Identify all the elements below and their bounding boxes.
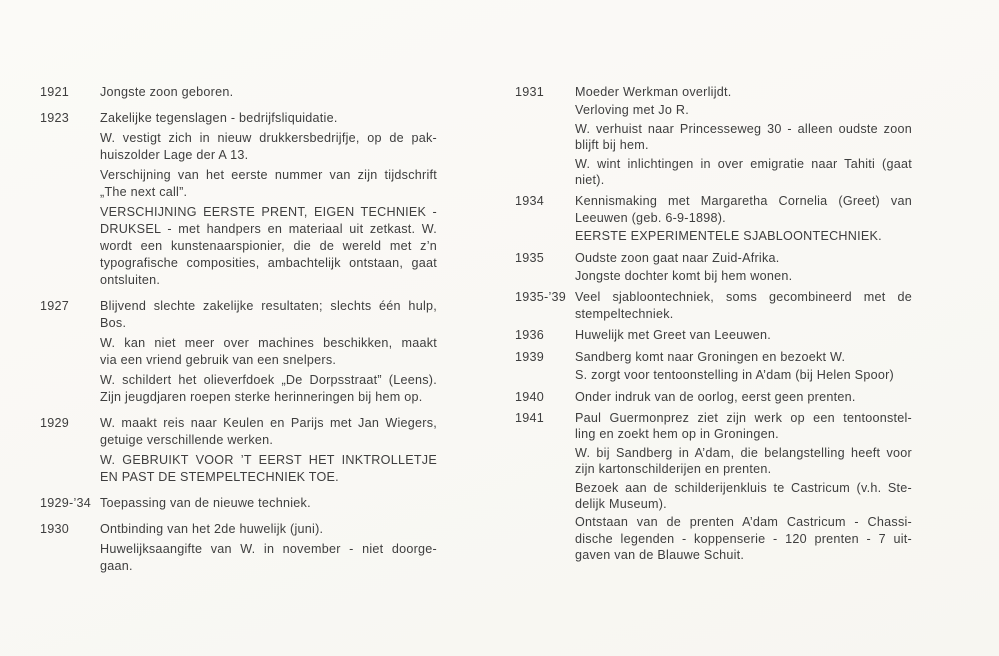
- text-line: Bos.: [100, 316, 127, 330]
- text-line: Veel sjabloontechniek, soms gecombineerd met de: [575, 290, 912, 305]
- text-line: Onder indruk van de oorlog, eerst geen prenten.: [575, 389, 856, 404]
- text-line: Toepassing van de nieuwe techniek.: [100, 496, 311, 510]
- entry-year: 1940: [515, 389, 545, 404]
- entry-paragraph: [575, 193, 912, 226]
- entry-year: 1923: [40, 111, 70, 125]
- entry-paragraph: [100, 204, 437, 289]
- text-line: EN PAST DE STEMPELTECHNIEK TOE.: [100, 470, 339, 484]
- timeline-column-right: [515, 84, 912, 569]
- entry-body: [100, 84, 437, 101]
- entry-body: [100, 298, 437, 406]
- text-line: Ontstaan van de prenten A’dam Castricum - Chassi-: [575, 515, 912, 530]
- text-line: zijn kartonschilderijen en prenten.: [575, 462, 772, 477]
- text-line: W. schildert het olieverfdoek „De Dorpsstraat” (Leens).: [100, 373, 437, 387]
- entry-paragraph: [575, 102, 912, 118]
- timeline-entry: [515, 410, 912, 564]
- entry-paragraph: [100, 335, 437, 369]
- entry-paragraph: [100, 452, 437, 486]
- text-line: wordt een kunstenaarspionier, die de wereld met z’n: [100, 239, 437, 253]
- timeline-entry: [40, 298, 437, 406]
- text-line: „The next call”.: [100, 185, 188, 199]
- text-line: ling en zoekt hem op in Groningen.: [575, 427, 779, 442]
- entry-year: 1929-’34: [40, 496, 92, 510]
- entry-body: [575, 389, 912, 405]
- text-line: Moeder Werkman overlijdt.: [575, 85, 732, 99]
- timeline-column-left: [40, 84, 437, 584]
- entry-year: 1936: [515, 328, 545, 343]
- entry-paragraph: [575, 410, 912, 443]
- entry-paragraph: [100, 110, 437, 127]
- text-line: Sandberg komt naar Groningen en bezoekt W.: [575, 349, 846, 364]
- entry-paragraph: [100, 495, 437, 512]
- timeline-entry: [515, 389, 912, 405]
- text-line: typografische composities, ambachtelijk ontstaan, gaat: [100, 256, 437, 270]
- entry-year: 1935: [515, 250, 545, 265]
- entry-paragraph: [100, 298, 437, 332]
- text-line: delijk Museum).: [575, 496, 667, 511]
- entry-paragraph: [575, 268, 912, 284]
- entry-paragraph: [575, 121, 912, 154]
- text-line: Paul Guermonprez ziet zijn werk op een tentoonstel-: [575, 410, 912, 425]
- entry-paragraph: [575, 367, 912, 383]
- entry-paragraph: [575, 289, 912, 322]
- text-line: Zakelijke tegenslagen - bedrijfsliquidatie.: [100, 111, 338, 125]
- entry-year: 1921: [40, 85, 70, 99]
- timeline-entry: [40, 84, 437, 101]
- entry-body: [575, 84, 912, 188]
- text-line: W. GEBRUIKT VOOR ’T EERST HET INKTROLLETJE: [100, 453, 437, 467]
- text-line: getuige verschillende werken.: [100, 433, 274, 447]
- entry-year: 1935-’39: [515, 290, 567, 305]
- text-line: EERSTE EXPERIMENTELE SJABLOONTECHNIEK.: [575, 229, 882, 244]
- entry-body: [575, 327, 912, 343]
- text-line: Bezoek aan de schilderijenkluis te Castricum (v.h. Ste-: [575, 480, 912, 495]
- timeline-entry: [40, 495, 437, 512]
- entry-year: 1931: [515, 85, 545, 99]
- entry-year: 1939: [515, 349, 545, 364]
- entry-year: 1930: [40, 522, 70, 536]
- timeline-entry: [40, 415, 437, 486]
- text-line: Zijn jeugdjaren roepen sterke herinneringen bij hem op.: [100, 390, 423, 404]
- entry-body: [100, 521, 437, 575]
- entry-paragraph: [575, 250, 912, 266]
- text-line: Huwelijk met Greet van Leeuwen.: [575, 328, 772, 343]
- entry-year: 1927: [40, 299, 70, 313]
- entry-paragraph: [575, 445, 912, 478]
- entry-paragraph: [575, 156, 912, 189]
- entry-paragraph: [100, 541, 437, 575]
- entry-paragraph: [100, 415, 437, 449]
- text-line: Oudste zoon gaat naar Zuid-Afrika.: [575, 250, 780, 265]
- entry-paragraph: [100, 372, 437, 406]
- text-line: S. zorgt voor tentoonstelling in A’dam (bij Helen Spoor): [575, 368, 894, 383]
- entry-body: [100, 415, 437, 486]
- text-line: stempeltechniek.: [575, 306, 674, 321]
- text-line: W. wint inlichtingen in over emigratie naar Tahiti (gaat: [575, 156, 912, 171]
- text-line: gaven van de Blauwe Schuit.: [575, 548, 745, 563]
- text-line: W. vestigt zich in nieuw drukkersbedrijfje, op de pak-: [100, 131, 437, 145]
- text-line: blijft bij hem.: [575, 138, 649, 153]
- text-line: via een vriend gebruik van een snelpers.: [100, 353, 337, 367]
- text-line: ontsluiten.: [100, 273, 161, 287]
- text-line: Jongste dochter komt bij hem wonen.: [575, 269, 793, 284]
- entry-body: [575, 410, 912, 564]
- entry-paragraph: [575, 480, 912, 513]
- text-line: W. bij Sandberg in A’dam, die belangstelling heeft voor: [575, 445, 912, 460]
- text-line: W. maakt reis naar Keulen en Parijs met Jan Wiegers,: [100, 416, 437, 430]
- text-line: niet).: [575, 173, 605, 188]
- entry-body: [575, 250, 912, 285]
- text-line: W. kan niet meer over machines beschikken, maakt: [100, 336, 437, 350]
- timeline-entry: [40, 521, 437, 575]
- text-line: W. verhuist naar Princesseweg 30 - alleen oudste zoon: [575, 121, 912, 136]
- timeline-entry: [515, 84, 912, 188]
- entry-paragraph: [575, 349, 912, 365]
- timeline-entry: [40, 110, 437, 289]
- entry-paragraph: [575, 327, 912, 343]
- entry-paragraph: [575, 228, 912, 244]
- entry-body: [575, 193, 912, 244]
- text-line: Verschijning van het eerste nummer van zijn tijdschrift: [100, 168, 437, 182]
- text-line: Verloving met Jo R.: [575, 103, 689, 118]
- entry-paragraph: [100, 84, 437, 101]
- text-line: dische legenden - koppenserie - 120 prenten - 7 uit-: [575, 531, 912, 546]
- timeline-entry: [515, 327, 912, 343]
- text-line: DRUKSEL - met handpers en materiaal uit zetkast. W.: [100, 222, 437, 236]
- entry-paragraph: [100, 167, 437, 201]
- entry-body: [575, 349, 912, 384]
- entry-year: 1929: [40, 416, 70, 430]
- text-line: huiszolder Lage der A 13.: [100, 148, 249, 162]
- entry-body: [575, 289, 912, 322]
- entry-paragraph: [100, 521, 437, 538]
- entry-paragraph: [100, 130, 437, 164]
- text-line: Leeuwen (geb. 6-9-1898).: [575, 210, 726, 225]
- text-line: Blijvend slechte zakelijke resultaten; slechts één hulp,: [100, 299, 437, 313]
- text-line: gaan.: [100, 559, 133, 573]
- timeline-entry: [515, 349, 912, 384]
- entry-paragraph: [575, 389, 912, 405]
- text-line: Kennismaking met Margaretha Cornelia (Greet) van: [575, 194, 912, 209]
- entry-year: 1941: [515, 410, 545, 425]
- timeline-entry: [515, 250, 912, 285]
- entry-year: 1934: [515, 194, 545, 209]
- text-line: VERSCHIJNING EERSTE PRENT, EIGEN TECHNIEK -: [100, 205, 437, 219]
- timeline-entry: [515, 289, 912, 322]
- text-line: Ontbinding van het 2de huwelijk (juni).: [100, 522, 324, 536]
- timeline-entry: [515, 193, 912, 244]
- entry-paragraph: [575, 514, 912, 563]
- text-line: Jongste zoon geboren.: [100, 85, 234, 99]
- text-line: Huwelijksaangifte van W. in november - niet doorge-: [100, 542, 437, 556]
- entry-body: [100, 110, 437, 289]
- entry-paragraph: [575, 84, 912, 100]
- entry-body: [100, 495, 437, 512]
